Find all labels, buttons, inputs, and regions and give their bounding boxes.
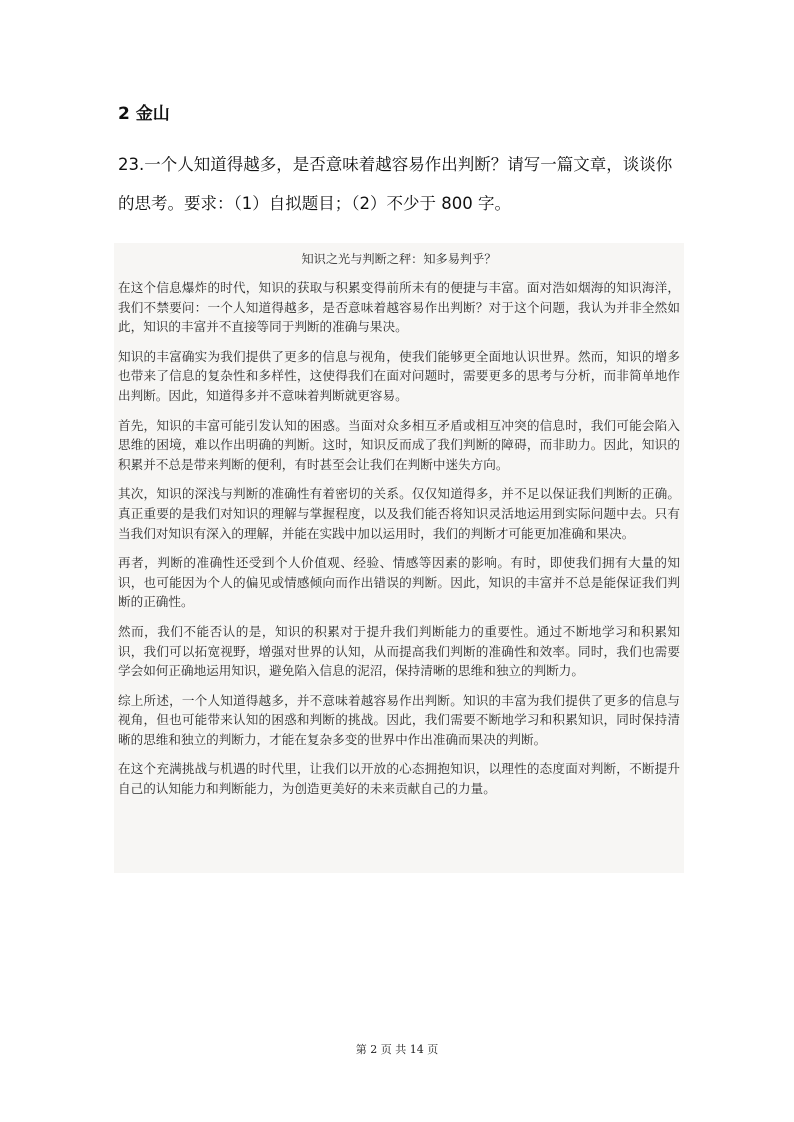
question-text: 23.一个人知道得越多，是否意味着越容易作出判断？请写一篇文章，谈谈你的思考。要求：（1）自拟题目；（2）不少于 800 字。 (118, 155, 673, 213)
essay-paragraph: 综上所述，一个人知道得越多，并不意味着越容易作出判断。知识的丰富为我们提供了更多的信息与视角，但也可能带来认知的困惑和判断的挑战。因此，我们需要不断地学习和积累知识，同时保持清晰的思维和独立的判断力，才能在复杂多变的世界中作出准确而果决的判断。 (118, 692, 680, 747)
essay-paragraph: 首先，知识的丰富可能引发认知的困惑。当面对众多相互矛盾或相互冲突的信息时，我们可能会陷入思维的困境，难以作出明确的判断。这时，知识反而成了我们判断的障碍，而非助力。因此，知识的积累并不总是带来判断的便利，有时甚至会让我们在判断中迷失方向。 (118, 417, 680, 472)
essay-paragraph: 在这个充满挑战与机遇的时代里，让我们以开放的心态拥抱知识，以理性的态度面对判断，不断提升自己的认知能力和判断能力，为创造更美好的未来贡献自己的力量。 (118, 761, 680, 797)
essay-paragraph: 其次，知识的深浅与判断的准确性有着密切的关系。仅仅知道得多，并不足以保证我们判断的正确。真正重要的是我们对知识的理解与掌握程度，以及我们能否将知识灵活地运用到实际问题中去。只有当我们对知识有深入的理解，并能在实践中加以运用时，我们的判断才可能更加准确和果决。 (118, 486, 680, 541)
section-heading: 2 金山 (118, 104, 170, 124)
essay-block (114, 243, 684, 873)
page-number-footer: 第 2 页 共 14 页 (355, 1043, 439, 1056)
essay-paragraph: 在这个信息爆炸的时代，知识的获取与积累变得前所未有的便捷与丰富。面对浩如烟海的知识海洋，我们不禁要问：一个人知道得越多，是否意味着越容易作出判断？对于这个问题，我认为并非全然如此，知识的丰富并不直接等同于判断的准确与果决。 (118, 280, 680, 335)
essay-paragraph: 然而，我们不能否认的是，知识的积累对于提升我们判断能力的重要性。通过不断地学习和积累知识，我们可以拓宽视野，增强对世界的认知，从而提高我们判断的准确性和效率。同时，我们也需要学会如何正确地运用知识，避免陷入信息的泥沼，保持清晰的思维和独立的判断力。 (118, 623, 680, 679)
essay-title: 知识之光与判断之秤：知多易判乎？ (301, 252, 497, 266)
essay-paragraph: 再者，判断的准确性还受到个人价值观、经验、情感等因素的影响。有时，即使我们拥有大量的知识，也可能因为个人的偏见或情感倾向而作出错误的判断。因此，知识的丰富并不总是能保证我们判断的正确性。 (118, 555, 680, 610)
essay-paragraph: 知识的丰富确实为我们提供了更多的信息与视角，使我们能够更全面地认识世界。然而，知识的增多也带来了信息的复杂性和多样性，这使得我们在面对问题时，需要更多的思考与分析，而非简单地作出判断。因此，知道得多并不意味着判断就更容易。 (118, 348, 680, 403)
